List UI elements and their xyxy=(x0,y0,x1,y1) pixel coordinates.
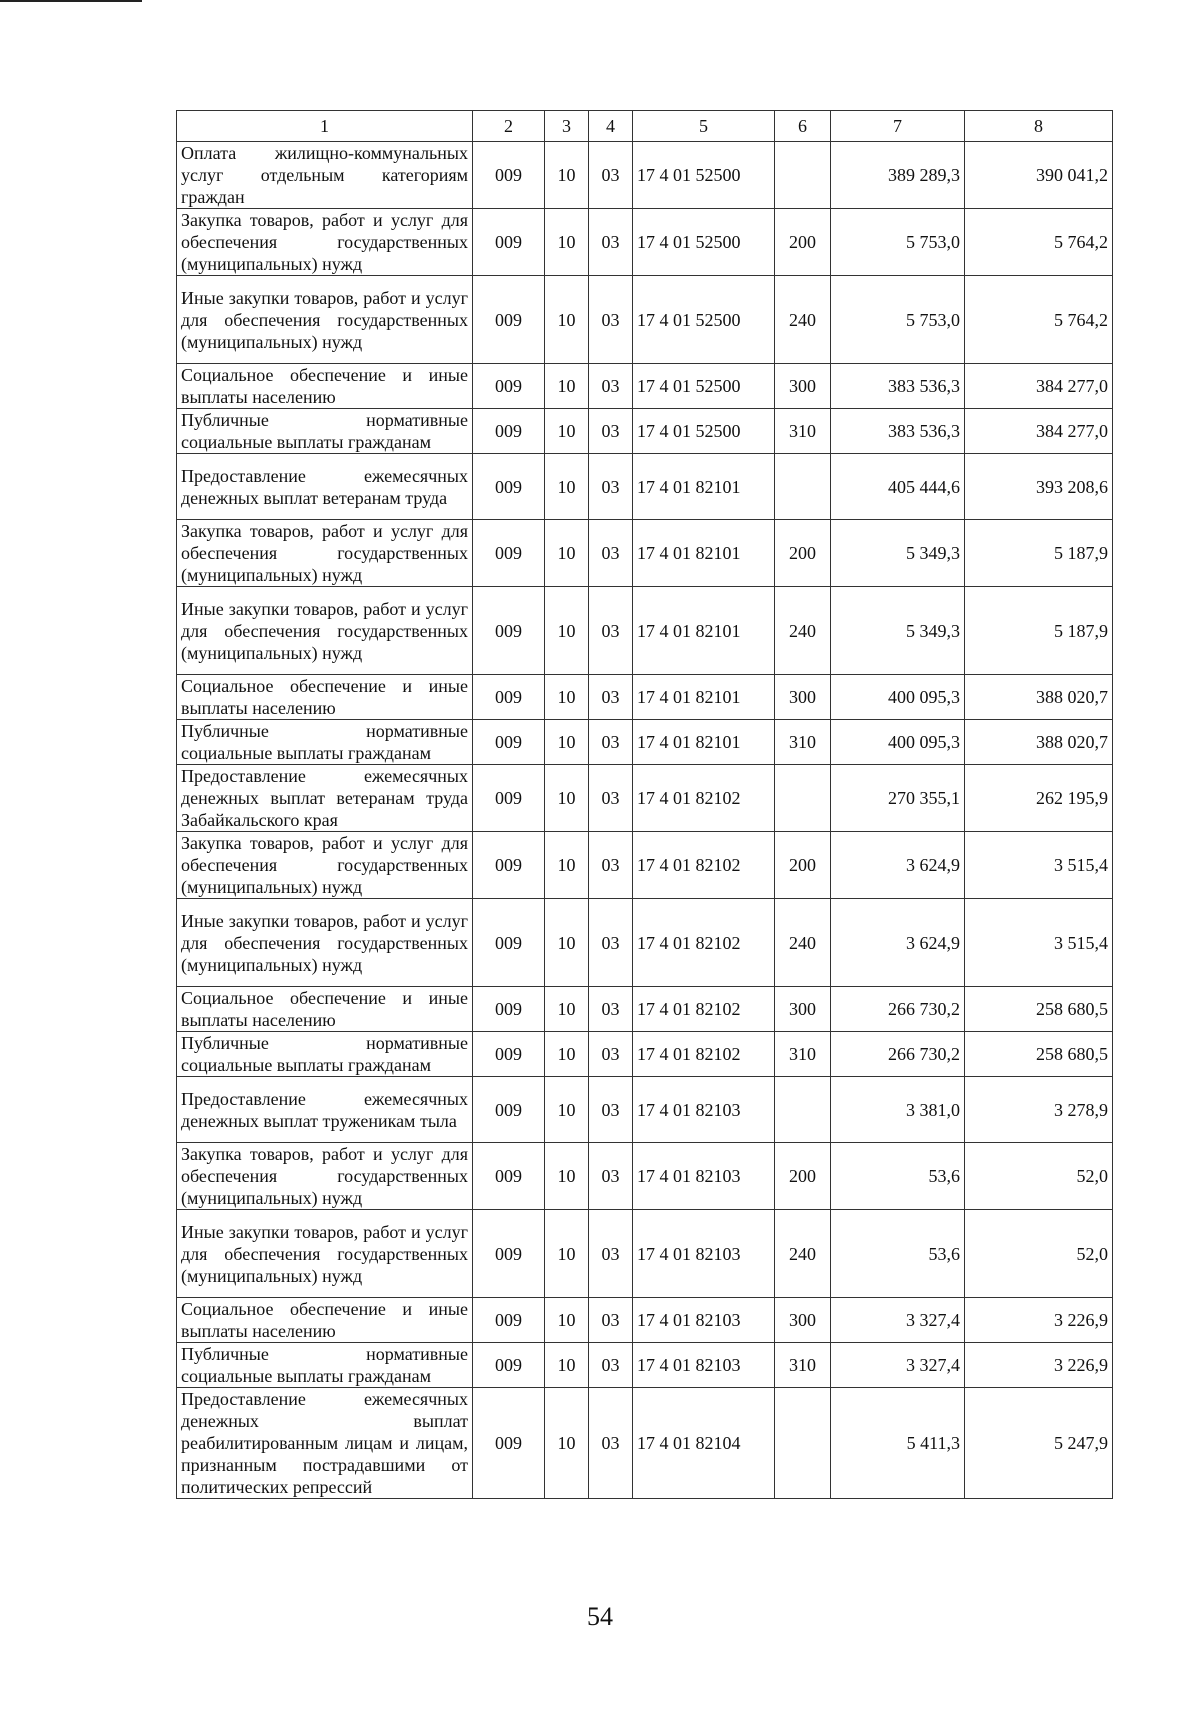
ministry-code-cell: 009 xyxy=(473,587,545,675)
subsection-code-cell: 03 xyxy=(589,209,633,276)
amount-year-2-cell: 5 247,9 xyxy=(965,1388,1113,1499)
expense-type-cell xyxy=(775,142,831,209)
amount-year-2-cell: 52,0 xyxy=(965,1143,1113,1210)
amount-year-1-cell: 5 349,3 xyxy=(831,587,965,675)
column-header-5: 5 xyxy=(633,111,775,142)
expense-name-cell: Иные закупки товаров, работ и услуг для обеспечения государственных (муниципальных) нужд xyxy=(177,1210,473,1298)
column-header-3: 3 xyxy=(545,111,589,142)
expense-name-cell: Публичные нормативные социальные выплаты гражданам xyxy=(177,409,473,454)
ministry-code-cell: 009 xyxy=(473,142,545,209)
amount-year-1-cell: 5 349,3 xyxy=(831,520,965,587)
table-row xyxy=(177,454,1113,520)
ministry-code-cell: 009 xyxy=(473,1210,545,1298)
amount-year-1-cell: 3 624,9 xyxy=(831,899,965,987)
expense-type-cell: 240 xyxy=(775,276,831,364)
ministry-code-cell: 009 xyxy=(473,409,545,454)
ministry-code-cell: 009 xyxy=(473,899,545,987)
expense-type-cell: 300 xyxy=(775,364,831,409)
expense-name-cell: Закупка товаров, работ и услуг для обеспечения государственных (муниципальных) нужд xyxy=(177,832,473,899)
ministry-code-cell: 009 xyxy=(473,1143,545,1210)
section-code-cell: 10 xyxy=(545,142,589,209)
amount-year-2-cell: 3 226,9 xyxy=(965,1343,1113,1388)
subsection-code-cell: 03 xyxy=(589,832,633,899)
amount-year-2-cell: 5 764,2 xyxy=(965,276,1113,364)
table-row xyxy=(177,720,1113,765)
expense-name-cell: Социальное обеспечение и иные выплаты населению xyxy=(177,1298,473,1343)
expense-name-cell: Иные закупки товаров, работ и услуг для обеспечения государственных (муниципальных) нужд xyxy=(177,276,473,364)
ministry-code-cell: 009 xyxy=(473,1077,545,1143)
table-row xyxy=(177,1210,1113,1298)
amount-year-1-cell: 53,6 xyxy=(831,1210,965,1298)
amount-year-2-cell: 388 020,7 xyxy=(965,720,1113,765)
expense-type-cell: 310 xyxy=(775,1032,831,1077)
expense-type-cell: 310 xyxy=(775,409,831,454)
section-code-cell: 10 xyxy=(545,832,589,899)
target-article-cell: 17 4 01 82104 xyxy=(633,1388,775,1499)
section-code-cell: 10 xyxy=(545,1298,589,1343)
table-row xyxy=(177,832,1113,899)
section-code-cell: 10 xyxy=(545,364,589,409)
target-article-cell: 17 4 01 82101 xyxy=(633,720,775,765)
expense-name-cell: Публичные нормативные социальные выплаты гражданам xyxy=(177,1343,473,1388)
expense-type-cell xyxy=(775,454,831,520)
expense-type-cell: 200 xyxy=(775,520,831,587)
ministry-code-cell: 009 xyxy=(473,209,545,276)
amount-year-1-cell: 383 536,3 xyxy=(831,409,965,454)
expense-type-cell: 200 xyxy=(775,1143,831,1210)
expense-name-cell: Предоставление ежемесячных денежных выплат ветеранам труда Забайкальского края xyxy=(177,765,473,832)
budget-table-container xyxy=(176,110,1112,1499)
subsection-code-cell: 03 xyxy=(589,1077,633,1143)
column-header-7: 7 xyxy=(831,111,965,142)
table-row xyxy=(177,1298,1113,1343)
subsection-code-cell: 03 xyxy=(589,276,633,364)
subsection-code-cell: 03 xyxy=(589,520,633,587)
subsection-code-cell: 03 xyxy=(589,1143,633,1210)
target-article-cell: 17 4 01 52500 xyxy=(633,364,775,409)
target-article-cell: 17 4 01 52500 xyxy=(633,276,775,364)
table-row xyxy=(177,1143,1113,1210)
table-row xyxy=(177,1343,1113,1388)
ministry-code-cell: 009 xyxy=(473,454,545,520)
target-article-cell: 17 4 01 82102 xyxy=(633,832,775,899)
subsection-code-cell: 03 xyxy=(589,1032,633,1077)
amount-year-1-cell: 389 289,3 xyxy=(831,142,965,209)
subsection-code-cell: 03 xyxy=(589,454,633,520)
section-code-cell: 10 xyxy=(545,1077,589,1143)
expense-type-cell: 310 xyxy=(775,720,831,765)
table-row xyxy=(177,675,1113,720)
section-code-cell: 10 xyxy=(545,765,589,832)
table-row xyxy=(177,409,1113,454)
amount-year-1-cell: 5 753,0 xyxy=(831,209,965,276)
table-row xyxy=(177,587,1113,675)
expense-name-cell: Закупка товаров, работ и услуг для обеспечения государственных (муниципальных) нужд xyxy=(177,209,473,276)
expense-name-cell: Предоставление ежемесячных денежных выплат ветеранам труда xyxy=(177,454,473,520)
amount-year-2-cell: 258 680,5 xyxy=(965,1032,1113,1077)
amount-year-2-cell: 3 278,9 xyxy=(965,1077,1113,1143)
amount-year-1-cell: 3 381,0 xyxy=(831,1077,965,1143)
budget-table xyxy=(176,110,1113,1499)
expense-name-cell: Закупка товаров, работ и услуг для обеспечения государственных (муниципальных) нужд xyxy=(177,520,473,587)
amount-year-2-cell: 5 764,2 xyxy=(965,209,1113,276)
ministry-code-cell: 009 xyxy=(473,1388,545,1499)
section-code-cell: 10 xyxy=(545,1388,589,1499)
ministry-code-cell: 009 xyxy=(473,364,545,409)
amount-year-1-cell: 383 536,3 xyxy=(831,364,965,409)
expense-name-cell: Публичные нормативные социальные выплаты гражданам xyxy=(177,1032,473,1077)
section-code-cell: 10 xyxy=(545,720,589,765)
table-row xyxy=(177,1077,1113,1143)
subsection-code-cell: 03 xyxy=(589,1210,633,1298)
target-article-cell: 17 4 01 82101 xyxy=(633,587,775,675)
amount-year-2-cell: 52,0 xyxy=(965,1210,1113,1298)
amount-year-2-cell: 388 020,7 xyxy=(965,675,1113,720)
subsection-code-cell: 03 xyxy=(589,142,633,209)
target-article-cell: 17 4 01 52500 xyxy=(633,409,775,454)
expense-type-cell: 240 xyxy=(775,1210,831,1298)
scan-edge-rule xyxy=(0,0,142,2)
table-row xyxy=(177,209,1113,276)
expense-name-cell: Иные закупки товаров, работ и услуг для обеспечения государственных (муниципальных) нужд xyxy=(177,899,473,987)
target-article-cell: 17 4 01 82102 xyxy=(633,987,775,1032)
amount-year-2-cell: 262 195,9 xyxy=(965,765,1113,832)
table-row xyxy=(177,276,1113,364)
ministry-code-cell: 009 xyxy=(473,765,545,832)
section-code-cell: 10 xyxy=(545,209,589,276)
section-code-cell: 10 xyxy=(545,675,589,720)
budget-table-body xyxy=(177,142,1113,1499)
section-code-cell: 10 xyxy=(545,520,589,587)
section-code-cell: 10 xyxy=(545,1032,589,1077)
expense-name-cell: Иные закупки товаров, работ и услуг для обеспечения государственных (муниципальных) нужд xyxy=(177,587,473,675)
column-number-header-row xyxy=(177,111,1113,142)
ministry-code-cell: 009 xyxy=(473,1298,545,1343)
table-row xyxy=(177,364,1113,409)
target-article-cell: 17 4 01 52500 xyxy=(633,142,775,209)
subsection-code-cell: 03 xyxy=(589,1343,633,1388)
expense-name-cell: Оплата жилищно-коммунальных услуг отдельным категориям граждан xyxy=(177,142,473,209)
section-code-cell: 10 xyxy=(545,1210,589,1298)
ministry-code-cell: 009 xyxy=(473,276,545,364)
amount-year-1-cell: 3 624,9 xyxy=(831,832,965,899)
expense-name-cell: Предоставление ежемесячных денежных выплат труженикам тыла xyxy=(177,1077,473,1143)
target-article-cell: 17 4 01 82103 xyxy=(633,1210,775,1298)
amount-year-1-cell: 266 730,2 xyxy=(831,1032,965,1077)
ministry-code-cell: 009 xyxy=(473,987,545,1032)
amount-year-2-cell: 384 277,0 xyxy=(965,364,1113,409)
expense-type-cell: 310 xyxy=(775,1343,831,1388)
section-code-cell: 10 xyxy=(545,987,589,1032)
ministry-code-cell: 009 xyxy=(473,520,545,587)
subsection-code-cell: 03 xyxy=(589,1298,633,1343)
section-code-cell: 10 xyxy=(545,454,589,520)
section-code-cell: 10 xyxy=(545,409,589,454)
subsection-code-cell: 03 xyxy=(589,364,633,409)
amount-year-1-cell: 400 095,3 xyxy=(831,720,965,765)
amount-year-2-cell: 393 208,6 xyxy=(965,454,1113,520)
table-row xyxy=(177,520,1113,587)
amount-year-2-cell: 3 515,4 xyxy=(965,832,1113,899)
section-code-cell: 10 xyxy=(545,276,589,364)
ministry-code-cell: 009 xyxy=(473,720,545,765)
subsection-code-cell: 03 xyxy=(589,675,633,720)
table-row xyxy=(177,1388,1113,1499)
page-number: 54 xyxy=(587,1602,613,1631)
expense-name-cell: Социальное обеспечение и иные выплаты населению xyxy=(177,987,473,1032)
subsection-code-cell: 03 xyxy=(589,409,633,454)
expense-type-cell: 200 xyxy=(775,832,831,899)
target-article-cell: 17 4 01 82101 xyxy=(633,454,775,520)
table-row xyxy=(177,899,1113,987)
column-header-4: 4 xyxy=(589,111,633,142)
expense-name-cell: Закупка товаров, работ и услуг для обеспечения государственных (муниципальных) нужд xyxy=(177,1143,473,1210)
amount-year-2-cell: 3 226,9 xyxy=(965,1298,1113,1343)
table-row xyxy=(177,1032,1113,1077)
section-code-cell: 10 xyxy=(545,1343,589,1388)
expense-name-cell: Публичные нормативные социальные выплаты гражданам xyxy=(177,720,473,765)
target-article-cell: 17 4 01 82102 xyxy=(633,899,775,987)
target-article-cell: 17 4 01 82103 xyxy=(633,1077,775,1143)
amount-year-1-cell: 266 730,2 xyxy=(831,987,965,1032)
amount-year-2-cell: 384 277,0 xyxy=(965,409,1113,454)
amount-year-2-cell: 5 187,9 xyxy=(965,520,1113,587)
amount-year-1-cell: 405 444,6 xyxy=(831,454,965,520)
expense-type-cell: 200 xyxy=(775,209,831,276)
column-header-8: 8 xyxy=(965,111,1113,142)
target-article-cell: 17 4 01 82103 xyxy=(633,1298,775,1343)
subsection-code-cell: 03 xyxy=(589,765,633,832)
amount-year-2-cell: 3 515,4 xyxy=(965,899,1113,987)
ministry-code-cell: 009 xyxy=(473,675,545,720)
subsection-code-cell: 03 xyxy=(589,720,633,765)
amount-year-1-cell: 3 327,4 xyxy=(831,1298,965,1343)
expense-name-cell: Социальное обеспечение и иные выплаты населению xyxy=(177,364,473,409)
section-code-cell: 10 xyxy=(545,1143,589,1210)
expense-type-cell: 300 xyxy=(775,675,831,720)
column-header-2: 2 xyxy=(473,111,545,142)
expense-type-cell: 300 xyxy=(775,987,831,1032)
target-article-cell: 17 4 01 82102 xyxy=(633,765,775,832)
section-code-cell: 10 xyxy=(545,587,589,675)
amount-year-1-cell: 53,6 xyxy=(831,1143,965,1210)
expense-name-cell: Социальное обеспечение и иные выплаты населению xyxy=(177,675,473,720)
table-row xyxy=(177,987,1113,1032)
amount-year-2-cell: 258 680,5 xyxy=(965,987,1113,1032)
table-row xyxy=(177,765,1113,832)
column-header-1: 1 xyxy=(177,111,473,142)
expense-type-cell: 240 xyxy=(775,587,831,675)
amount-year-2-cell: 390 041,2 xyxy=(965,142,1113,209)
subsection-code-cell: 03 xyxy=(589,987,633,1032)
expense-type-cell: 300 xyxy=(775,1298,831,1343)
amount-year-1-cell: 5 753,0 xyxy=(831,276,965,364)
subsection-code-cell: 03 xyxy=(589,587,633,675)
target-article-cell: 17 4 01 82102 xyxy=(633,1032,775,1077)
amount-year-1-cell: 400 095,3 xyxy=(831,675,965,720)
ministry-code-cell: 009 xyxy=(473,832,545,899)
amount-year-1-cell: 270 355,1 xyxy=(831,765,965,832)
expense-type-cell xyxy=(775,765,831,832)
table-row xyxy=(177,142,1113,209)
target-article-cell: 17 4 01 52500 xyxy=(633,209,775,276)
subsection-code-cell: 03 xyxy=(589,899,633,987)
amount-year-2-cell: 5 187,9 xyxy=(965,587,1113,675)
target-article-cell: 17 4 01 82101 xyxy=(633,520,775,587)
expense-type-cell xyxy=(775,1077,831,1143)
subsection-code-cell: 03 xyxy=(589,1388,633,1499)
target-article-cell: 17 4 01 82101 xyxy=(633,675,775,720)
expense-name-cell: Предоставление ежемесячных денежных выплат реабилитированным лицам и лицам, признанным пострадавшими от политических репрессий xyxy=(177,1388,473,1499)
target-article-cell: 17 4 01 82103 xyxy=(633,1143,775,1210)
amount-year-1-cell: 3 327,4 xyxy=(831,1343,965,1388)
expense-type-cell xyxy=(775,1388,831,1499)
amount-year-1-cell: 5 411,3 xyxy=(831,1388,965,1499)
ministry-code-cell: 009 xyxy=(473,1343,545,1388)
section-code-cell: 10 xyxy=(545,899,589,987)
column-header-6: 6 xyxy=(775,111,831,142)
expense-type-cell: 240 xyxy=(775,899,831,987)
target-article-cell: 17 4 01 82103 xyxy=(633,1343,775,1388)
ministry-code-cell: 009 xyxy=(473,1032,545,1077)
